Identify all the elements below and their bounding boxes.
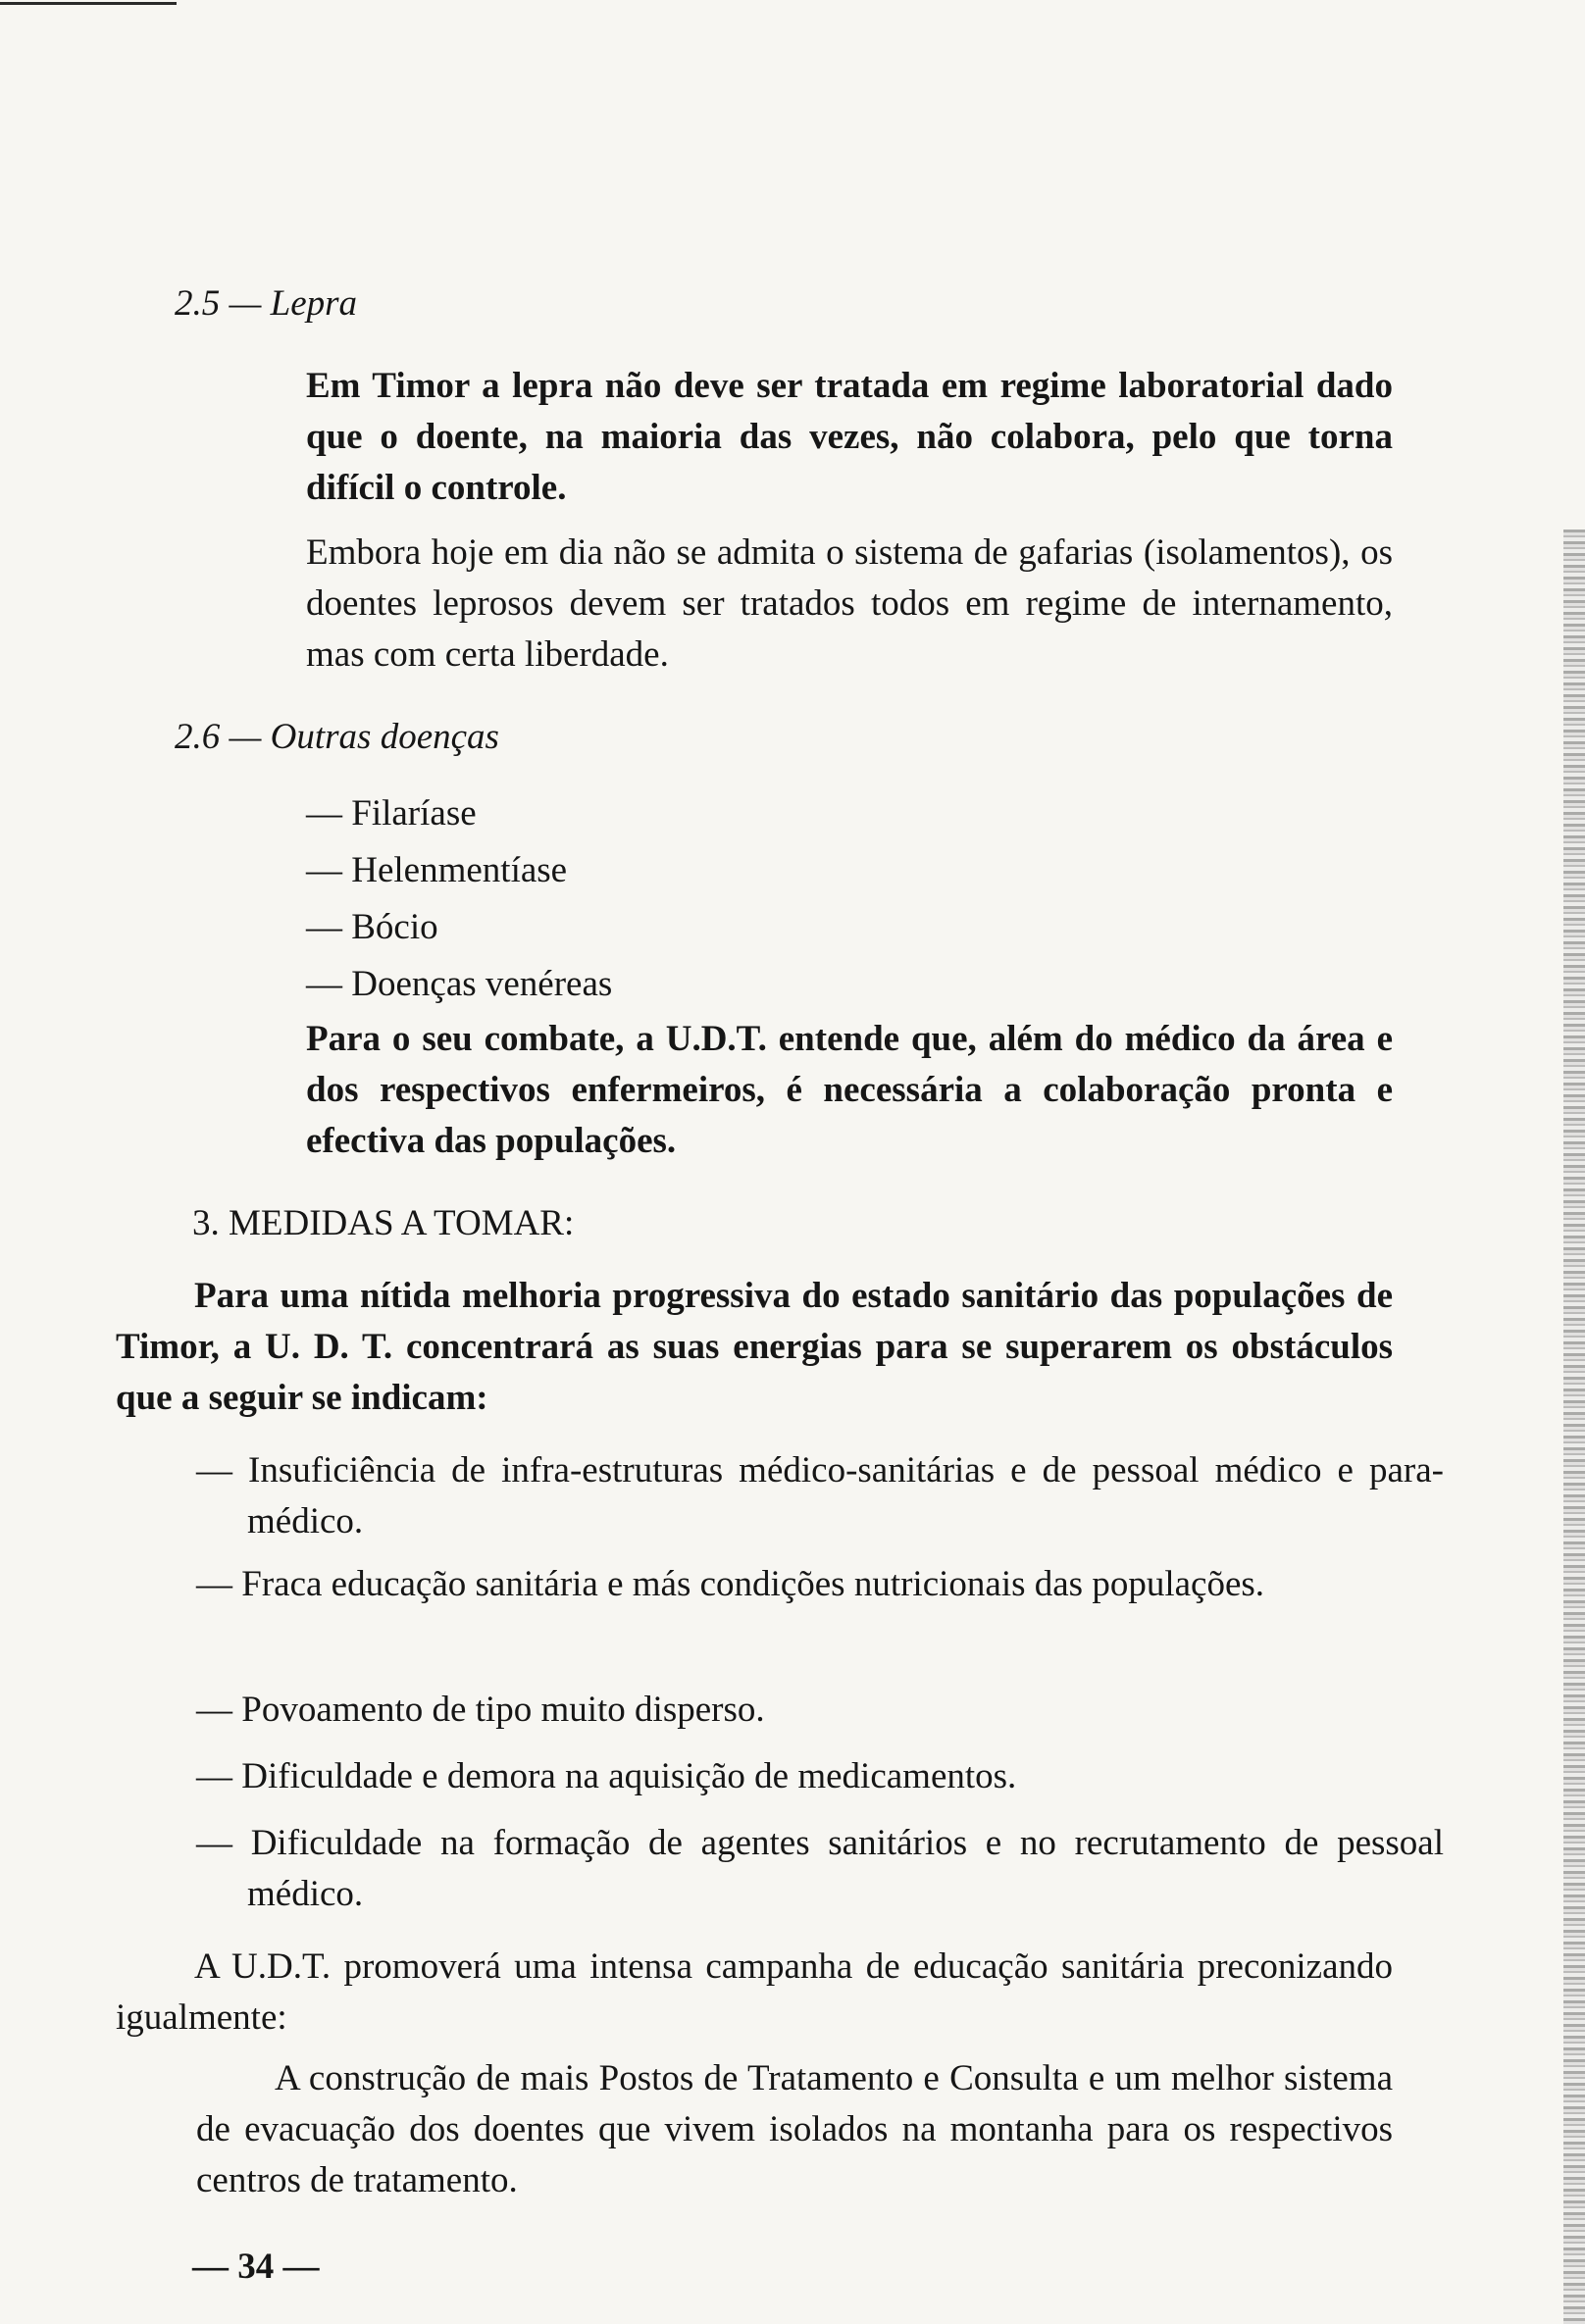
- disease-item-3: — Bócio: [306, 907, 438, 947]
- section-2-6-paragraph: [306, 1014, 1393, 1167]
- obstacle-item-3: — Povoamento de tipo muito disperso.: [196, 1690, 765, 1730]
- section-2-5-paragraph-1: [306, 361, 1393, 514]
- section-3-heading: 3. MEDIDAS A TOMAR:: [192, 1203, 575, 1243]
- section-2-5-heading: 2.5 — Lepra: [175, 283, 358, 324]
- udt-paragraph-text: A U.D.T. promoverá uma intensa campanha de educação sanitária preconizando igualmente:: [116, 1946, 1393, 2038]
- obstacle-item-2: — Fraca educação sanitária e más condições nutricionais das populações.: [196, 1564, 1265, 1604]
- final-paragraph-text: A construção de mais Postos de Tratamento e Consulta e um melhor sistema de evacuação dos doentes que vivem isolados na montanha para os respectivos centros de tratamento.: [196, 2058, 1393, 2200]
- scan-edge: [1563, 530, 1585, 2324]
- obstacle-item-5: — Dificuldade na formação de agentes sanitários e no recrutamento de pessoal médico.: [196, 1823, 1444, 1914]
- section-2-6-heading: 2.6 — Outras doenças: [175, 717, 499, 757]
- lepra-paragraph-2: Embora hoje em dia não se admita o sistema de gafarias (isolamentos), os doentes leprosos devem ser tratados todos em regime de internamento, mas com certa liberdade.: [306, 532, 1393, 675]
- disease-item-2: — Helenmentíase: [306, 850, 568, 890]
- intro-paragraph: Para uma nítida melhoria progressiva do estado sanitário das populações de Timor, a U. D. T. concentrará as suas energias para se superarem os obstáculos que a seguir se indicam:: [116, 1276, 1393, 1418]
- lepra-paragraph-1: Em Timor a lepra não deve ser tratada em regime laboratorial dado que o doente, na maioria das vezes, não colabora, pelo que torna difícil o controle.: [306, 366, 1393, 508]
- udt-paragraph: [116, 1942, 1393, 2044]
- disease-item-4: — Doenças venéreas: [306, 964, 613, 1004]
- obstacle-item-1: — Insuficiência de infra-estruturas médico-sanitárias e de pessoal médico e para-médico.: [196, 1450, 1444, 1541]
- section-3-intro: [116, 1271, 1393, 1424]
- top-rule: [0, 2, 177, 5]
- page-number: — 34 —: [192, 2247, 320, 2287]
- combate-paragraph: Para o seu combate, a U.D.T. entende que, além do médico da área e dos respectivos enfermeiros, é necessária a colaboração pronta e efectiva das populações.: [306, 1019, 1393, 1161]
- obstacle-item-4: — Dificuldade e demora na aquisição de medicamentos.: [196, 1756, 1017, 1796]
- disease-item-1: — Filaríase: [306, 793, 477, 834]
- final-paragraph: [196, 2053, 1393, 2206]
- section-2-5-paragraph-2: [306, 528, 1393, 681]
